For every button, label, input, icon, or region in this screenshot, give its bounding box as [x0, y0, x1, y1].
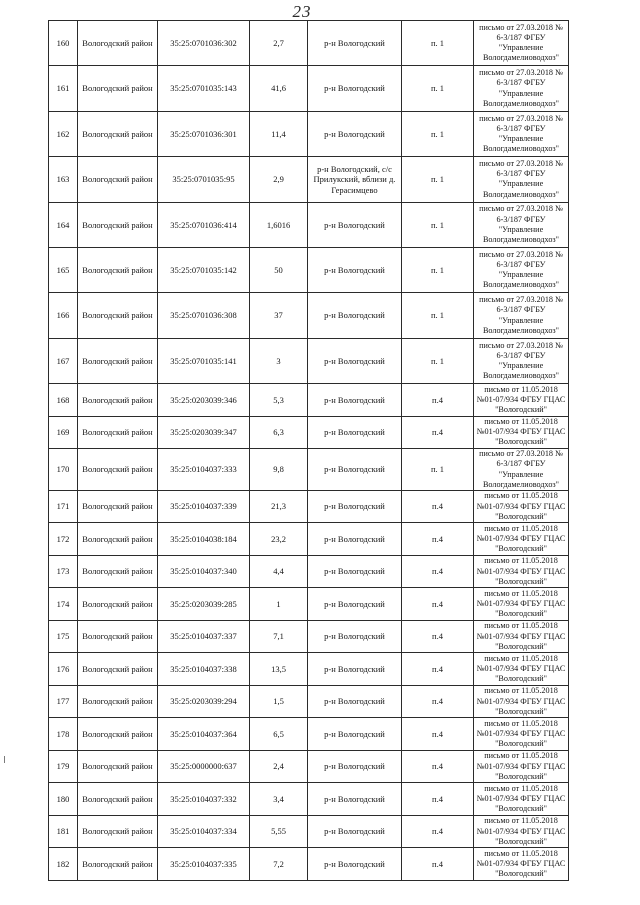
district-cell: Вологодский район: [78, 202, 158, 247]
location-cell: р-н Вологодский: [308, 247, 402, 292]
location-cell: р-н Вологодский, с/с Прилукский, вблизи д. Герасимцево: [308, 157, 402, 202]
location-cell: р-н Вологодский: [308, 555, 402, 588]
basis-note-cell: письмо от 11.05.2018 №01-07/934 ФГБУ ГЦАС "Вологодский": [474, 848, 569, 881]
district-cell: Вологодский район: [78, 384, 158, 417]
cadastral-number-cell: 35:25:0203039:285: [158, 588, 250, 621]
location-cell: р-н Вологодский: [308, 384, 402, 417]
cadastral-number-cell: 35:25:0104037:338: [158, 653, 250, 686]
cadastral-number-cell: 35:25:0701036:301: [158, 111, 250, 156]
location-cell: р-н Вологодский: [308, 202, 402, 247]
clause-cell: п. 1: [402, 449, 474, 491]
clause-cell: п. 1: [402, 66, 474, 111]
margin-mark: [4, 756, 5, 763]
district-cell: Вологодский район: [78, 66, 158, 111]
location-cell: р-н Вологодский: [308, 718, 402, 751]
district-cell: Вологодский район: [78, 416, 158, 449]
area-cell: 5,3: [250, 384, 308, 417]
table-row: [49, 588, 569, 621]
clause-cell: п.4: [402, 490, 474, 523]
cadastral-number-cell: 35:25:0701036:414: [158, 202, 250, 247]
table-row: [49, 202, 569, 247]
cadastral-number-cell: 35:25:0701036:308: [158, 293, 250, 338]
row-number-cell: 174: [49, 588, 78, 621]
location-cell: р-н Вологодский: [308, 293, 402, 338]
basis-note-cell: письмо от 27.03.2018 № 6-3/187 ФГБУ "Управление Вологдамелиоводхоз": [474, 66, 569, 111]
row-number-cell: 162: [49, 111, 78, 156]
basis-note-cell: письмо от 27.03.2018 № 6-3/187 ФГБУ "Управление Вологдамелиоводхоз": [474, 21, 569, 66]
clause-cell: п. 1: [402, 202, 474, 247]
area-cell: 1: [250, 588, 308, 621]
area-cell: 1,5: [250, 685, 308, 718]
clause-cell: п.4: [402, 685, 474, 718]
cadastral-number-cell: 35:25:0104037:364: [158, 718, 250, 751]
basis-note-cell: письмо от 11.05.2018 №01-07/934 ФГБУ ГЦАС "Вологодский": [474, 750, 569, 783]
row-number-cell: 172: [49, 523, 78, 556]
table-row: [49, 815, 569, 848]
basis-note-cell: письмо от 11.05.2018 №01-07/934 ФГБУ ГЦАС "Вологодский": [474, 653, 569, 686]
clause-cell: п.4: [402, 416, 474, 449]
area-cell: 2,4: [250, 750, 308, 783]
cadastral-number-cell: 35:25:0701035:141: [158, 338, 250, 383]
area-cell: 23,2: [250, 523, 308, 556]
cadastral-number-cell: 35:25:0203039:294: [158, 685, 250, 718]
area-cell: 2,7: [250, 21, 308, 66]
basis-note-cell: письмо от 27.03.2018 № 6-3/187 ФГБУ "Управление Вологдамелиоводхоз": [474, 111, 569, 156]
cadastral-number-cell: 35:25:0104038:184: [158, 523, 250, 556]
area-cell: 11,4: [250, 111, 308, 156]
clause-cell: п.4: [402, 783, 474, 816]
row-number-cell: 160: [49, 21, 78, 66]
district-cell: Вологодский район: [78, 750, 158, 783]
district-cell: Вологодский район: [78, 449, 158, 491]
row-number-cell: 178: [49, 718, 78, 751]
row-number-cell: 175: [49, 620, 78, 653]
row-number-cell: 169: [49, 416, 78, 449]
location-cell: р-н Вологодский: [308, 848, 402, 881]
district-cell: Вологодский район: [78, 111, 158, 156]
basis-note-cell: письмо от 11.05.2018 №01-07/934 ФГБУ ГЦАС "Вологодский": [474, 815, 569, 848]
table-row: [49, 783, 569, 816]
table-body: [49, 21, 569, 881]
row-number-cell: 176: [49, 653, 78, 686]
area-cell: 9,8: [250, 449, 308, 491]
clause-cell: п.4: [402, 718, 474, 751]
location-cell: р-н Вологодский: [308, 815, 402, 848]
row-number-cell: 173: [49, 555, 78, 588]
row-number-cell: 163: [49, 157, 78, 202]
table-row: [49, 555, 569, 588]
area-cell: 6,3: [250, 416, 308, 449]
district-cell: Вологодский район: [78, 555, 158, 588]
cadastral-number-cell: 35:25:0104037:333: [158, 449, 250, 491]
basis-note-cell: письмо от 11.05.2018 №01-07/934 ФГБУ ГЦАС "Вологодский": [474, 783, 569, 816]
basis-note-cell: письмо от 27.03.2018 № 6-3/187 ФГБУ "Управление Вологдамелиоводхоз": [474, 338, 569, 383]
table-row: [49, 685, 569, 718]
basis-note-cell: письмо от 27.03.2018 № 6-3/187 ФГБУ "Управление Вологдамелиоводхоз": [474, 202, 569, 247]
basis-note-cell: письмо от 11.05.2018 №01-07/934 ФГБУ ГЦАС "Вологодский": [474, 718, 569, 751]
row-number-cell: 164: [49, 202, 78, 247]
clause-cell: п.4: [402, 815, 474, 848]
district-cell: Вологодский район: [78, 685, 158, 718]
area-cell: 4,4: [250, 555, 308, 588]
district-cell: Вологодский район: [78, 848, 158, 881]
table-row: [49, 848, 569, 881]
row-number-cell: 177: [49, 685, 78, 718]
clause-cell: п.4: [402, 750, 474, 783]
location-cell: р-н Вологодский: [308, 338, 402, 383]
area-cell: 1,6016: [250, 202, 308, 247]
row-number-cell: 168: [49, 384, 78, 417]
table-row: [49, 449, 569, 491]
row-number-cell: 170: [49, 449, 78, 491]
row-number-cell: 166: [49, 293, 78, 338]
area-cell: 2,9: [250, 157, 308, 202]
table-row: [49, 620, 569, 653]
location-cell: р-н Вологодский: [308, 783, 402, 816]
district-cell: Вологодский район: [78, 718, 158, 751]
cadastral-number-cell: 35:25:0104037:332: [158, 783, 250, 816]
clause-cell: п. 1: [402, 247, 474, 292]
table-row: [49, 157, 569, 202]
row-number-cell: 165: [49, 247, 78, 292]
area-cell: 7,2: [250, 848, 308, 881]
table-row: [49, 21, 569, 66]
clause-cell: п.4: [402, 523, 474, 556]
page-number: 23: [292, 2, 312, 21]
location-cell: р-н Вологодский: [308, 750, 402, 783]
district-cell: Вологодский район: [78, 490, 158, 523]
area-cell: 3: [250, 338, 308, 383]
basis-note-cell: письмо от 11.05.2018 №01-07/934 ФГБУ ГЦАС "Вологодский": [474, 620, 569, 653]
location-cell: р-н Вологодский: [308, 523, 402, 556]
district-cell: Вологодский район: [78, 620, 158, 653]
table-row: [49, 653, 569, 686]
district-cell: Вологодский район: [78, 815, 158, 848]
row-number-cell: 161: [49, 66, 78, 111]
area-cell: 3,4: [250, 783, 308, 816]
table-row: [49, 384, 569, 417]
row-number-cell: 179: [49, 750, 78, 783]
table-row: [49, 490, 569, 523]
district-cell: Вологодский район: [78, 783, 158, 816]
cadastral-number-cell: 35:25:0104037:337: [158, 620, 250, 653]
cadastral-number-cell: 35:25:0701035:95: [158, 157, 250, 202]
clause-cell: п.4: [402, 384, 474, 417]
district-cell: Вологодский район: [78, 653, 158, 686]
cadastral-number-cell: 35:25:0000000:637: [158, 750, 250, 783]
basis-note-cell: письмо от 11.05.2018 №01-07/934 ФГБУ ГЦАС "Вологодский": [474, 416, 569, 449]
basis-note-cell: письмо от 11.05.2018 №01-07/934 ФГБУ ГЦАС "Вологодский": [474, 384, 569, 417]
table-row: [49, 293, 569, 338]
district-cell: Вологодский район: [78, 588, 158, 621]
district-cell: Вологодский район: [78, 247, 158, 292]
district-cell: Вологодский район: [78, 523, 158, 556]
area-cell: 13,5: [250, 653, 308, 686]
table-row: [49, 247, 569, 292]
clause-cell: п. 1: [402, 111, 474, 156]
clause-cell: п.4: [402, 588, 474, 621]
table-row: [49, 111, 569, 156]
cadastral-number-cell: 35:25:0203039:346: [158, 384, 250, 417]
clause-cell: п.4: [402, 653, 474, 686]
table-row: [49, 416, 569, 449]
location-cell: р-н Вологодский: [308, 66, 402, 111]
location-cell: р-н Вологодский: [308, 21, 402, 66]
location-cell: р-н Вологодский: [308, 449, 402, 491]
table-row: [49, 338, 569, 383]
cadastral-number-cell: 35:25:0701035:142: [158, 247, 250, 292]
basis-note-cell: письмо от 11.05.2018 №01-07/934 ФГБУ ГЦАС "Вологодский": [474, 523, 569, 556]
basis-note-cell: письмо от 11.05.2018 №01-07/934 ФГБУ ГЦАС "Вологодский": [474, 588, 569, 621]
clause-cell: п. 1: [402, 21, 474, 66]
clause-cell: п.4: [402, 620, 474, 653]
area-cell: 7,1: [250, 620, 308, 653]
district-cell: Вологодский район: [78, 21, 158, 66]
clause-cell: п. 1: [402, 157, 474, 202]
basis-note-cell: письмо от 27.03.2018 № 6-3/187 ФГБУ "Управление Вологдамелиоводхоз": [474, 449, 569, 491]
clause-cell: п.4: [402, 848, 474, 881]
row-number-cell: 181: [49, 815, 78, 848]
land-plots-table: [48, 20, 569, 881]
clause-cell: п. 1: [402, 338, 474, 383]
location-cell: р-н Вологодский: [308, 620, 402, 653]
area-cell: 50: [250, 247, 308, 292]
district-cell: Вологодский район: [78, 293, 158, 338]
row-number-cell: 180: [49, 783, 78, 816]
row-number-cell: 171: [49, 490, 78, 523]
location-cell: р-н Вологодский: [308, 685, 402, 718]
clause-cell: п. 1: [402, 293, 474, 338]
row-number-cell: 182: [49, 848, 78, 881]
district-cell: Вологодский район: [78, 157, 158, 202]
basis-note-cell: письмо от 27.03.2018 № 6-3/187 ФГБУ "Управление Вологдамелиоводхоз": [474, 293, 569, 338]
table-row: [49, 718, 569, 751]
location-cell: р-н Вологодский: [308, 653, 402, 686]
cadastral-number-cell: 35:25:0104037:334: [158, 815, 250, 848]
cadastral-number-cell: 35:25:0203039:347: [158, 416, 250, 449]
basis-note-cell: письмо от 27.03.2018 № 6-3/187 ФГБУ "Управление Вологдамелиоводхоз": [474, 247, 569, 292]
location-cell: р-н Вологодский: [308, 416, 402, 449]
area-cell: 5,55: [250, 815, 308, 848]
basis-note-cell: письмо от 27.03.2018 № 6-3/187 ФГБУ "Управление Вологдамелиоводхоз": [474, 157, 569, 202]
district-cell: Вологодский район: [78, 338, 158, 383]
cadastral-number-cell: 35:25:0104037:340: [158, 555, 250, 588]
area-cell: 37: [250, 293, 308, 338]
basis-note-cell: письмо от 11.05.2018 №01-07/934 ФГБУ ГЦАС "Вологодский": [474, 685, 569, 718]
location-cell: р-н Вологодский: [308, 111, 402, 156]
clause-cell: п.4: [402, 555, 474, 588]
basis-note-cell: письмо от 11.05.2018 №01-07/934 ФГБУ ГЦАС "Вологодский": [474, 555, 569, 588]
table-row: [49, 750, 569, 783]
cadastral-number-cell: 35:25:0701036:302: [158, 21, 250, 66]
area-cell: 41,6: [250, 66, 308, 111]
cadastral-number-cell: 35:25:0701035:143: [158, 66, 250, 111]
cadastral-number-cell: 35:25:0104037:339: [158, 490, 250, 523]
area-cell: 6,5: [250, 718, 308, 751]
table-row: [49, 66, 569, 111]
area-cell: 21,3: [250, 490, 308, 523]
location-cell: р-н Вологодский: [308, 588, 402, 621]
table-row: [49, 523, 569, 556]
row-number-cell: 167: [49, 338, 78, 383]
location-cell: р-н Вологодский: [308, 490, 402, 523]
basis-note-cell: письмо от 11.05.2018 №01-07/934 ФГБУ ГЦАС "Вологодский": [474, 490, 569, 523]
cadastral-number-cell: 35:25:0104037:335: [158, 848, 250, 881]
